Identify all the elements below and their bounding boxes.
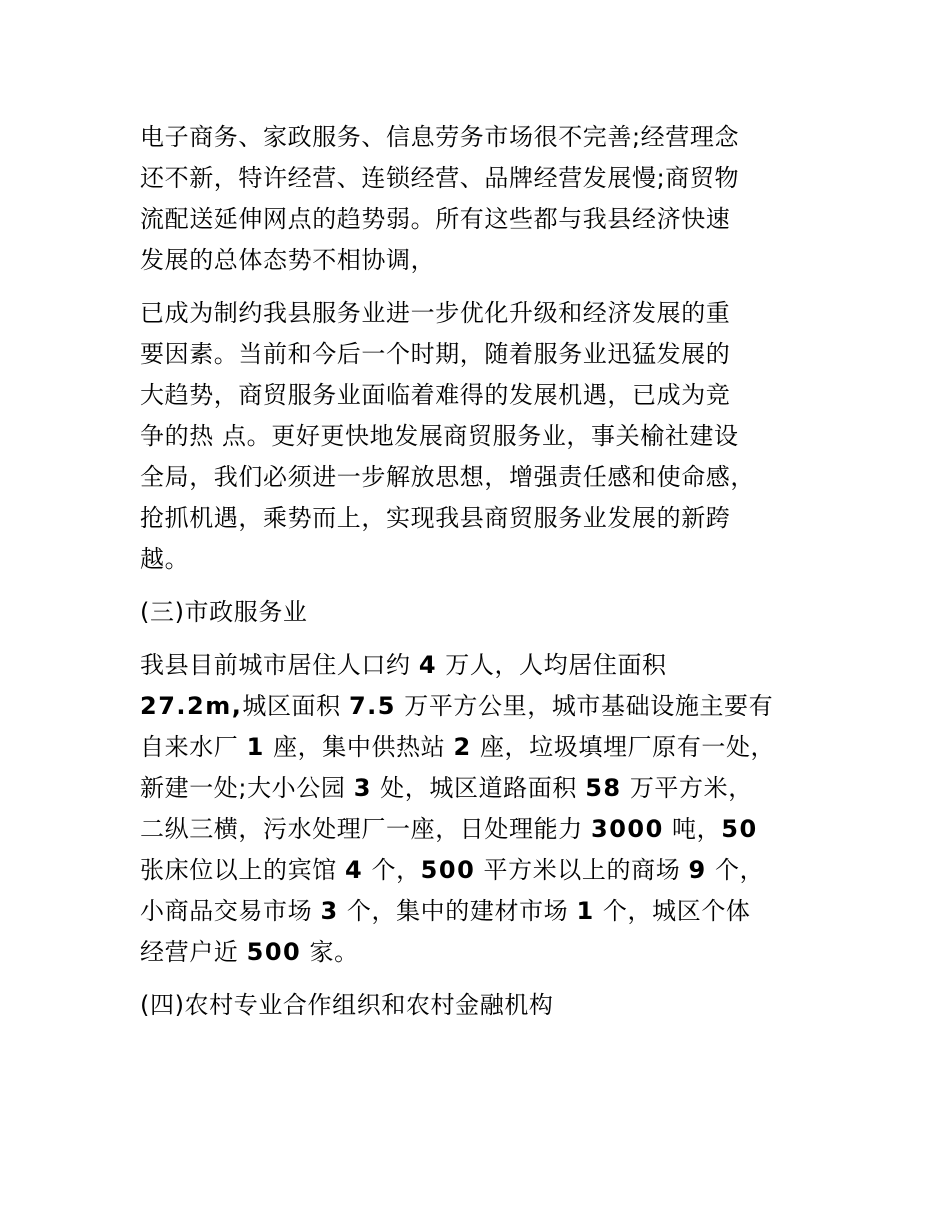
text-line: 大趋势，商贸服务业面临着难得的发展机遇，已成为竞 bbox=[140, 381, 731, 409]
text-line: 张床位以上的宾馆 4 个，500 平方米以上的商场 9 个， bbox=[140, 856, 765, 884]
section-heading-3: (三)市政服务业 bbox=[140, 598, 308, 626]
text-line: 我县目前城市居住人口约 4 万人，人均居住面积 bbox=[140, 651, 667, 679]
section-heading-4: (四)农村专业合作组织和农村金融机构 bbox=[140, 991, 554, 1019]
text-line: 流配送延伸网点的趋势弱。所有这些都与我县经济快速 bbox=[140, 205, 731, 233]
paragraph-2 bbox=[140, 293, 812, 580]
paragraph-3 bbox=[140, 645, 812, 973]
text-line: 已成为制约我县服务业进一步优化升级和经济发展的重 bbox=[140, 299, 731, 327]
text-line: 经营户近 500 家。 bbox=[140, 938, 359, 966]
text-line: 27.2m,城区面积 7.5 万平方公里，城市基础设施主要有 bbox=[140, 692, 774, 720]
text-line: 新建一处;大小公园 3 处，城区道路面积 58 万平方米， bbox=[140, 774, 753, 802]
text-line: 小商品交易市场 3 个，集中的建材市场 1 个，城区个体 bbox=[140, 897, 751, 925]
text-line: 电子商务、家政服务、信息劳务市场很不完善;经营理念 bbox=[140, 123, 740, 151]
text-line: 抢抓机遇，乘势而上，实现我县商贸服务业发展的新跨 bbox=[140, 504, 731, 532]
document-page bbox=[140, 117, 812, 1026]
paragraph-1 bbox=[140, 117, 812, 281]
text-line: 全局，我们必须进一步解放思想，增强责任感和使命感， bbox=[140, 463, 755, 491]
text-line: 发展的总体态势不相协调， bbox=[140, 246, 436, 274]
text-line: 还不新，特许经营、连锁经营、品牌经营发展慢;商贸物 bbox=[140, 164, 740, 192]
text-line: 自来水厂 1 座，集中供热站 2 座，垃圾填埋厂原有一处， bbox=[140, 733, 776, 761]
text-line: 争的热 点。更好更快地发展商贸服务业，事关榆社建设 bbox=[140, 422, 739, 450]
text-line: 要因素。当前和今后一个时期，随着服务业迅猛发展的 bbox=[140, 340, 731, 368]
text-line: 越。 bbox=[140, 545, 190, 573]
text-line: 二纵三横，污水处理厂一座，日处理能力 3000 吨，50 bbox=[140, 815, 758, 843]
